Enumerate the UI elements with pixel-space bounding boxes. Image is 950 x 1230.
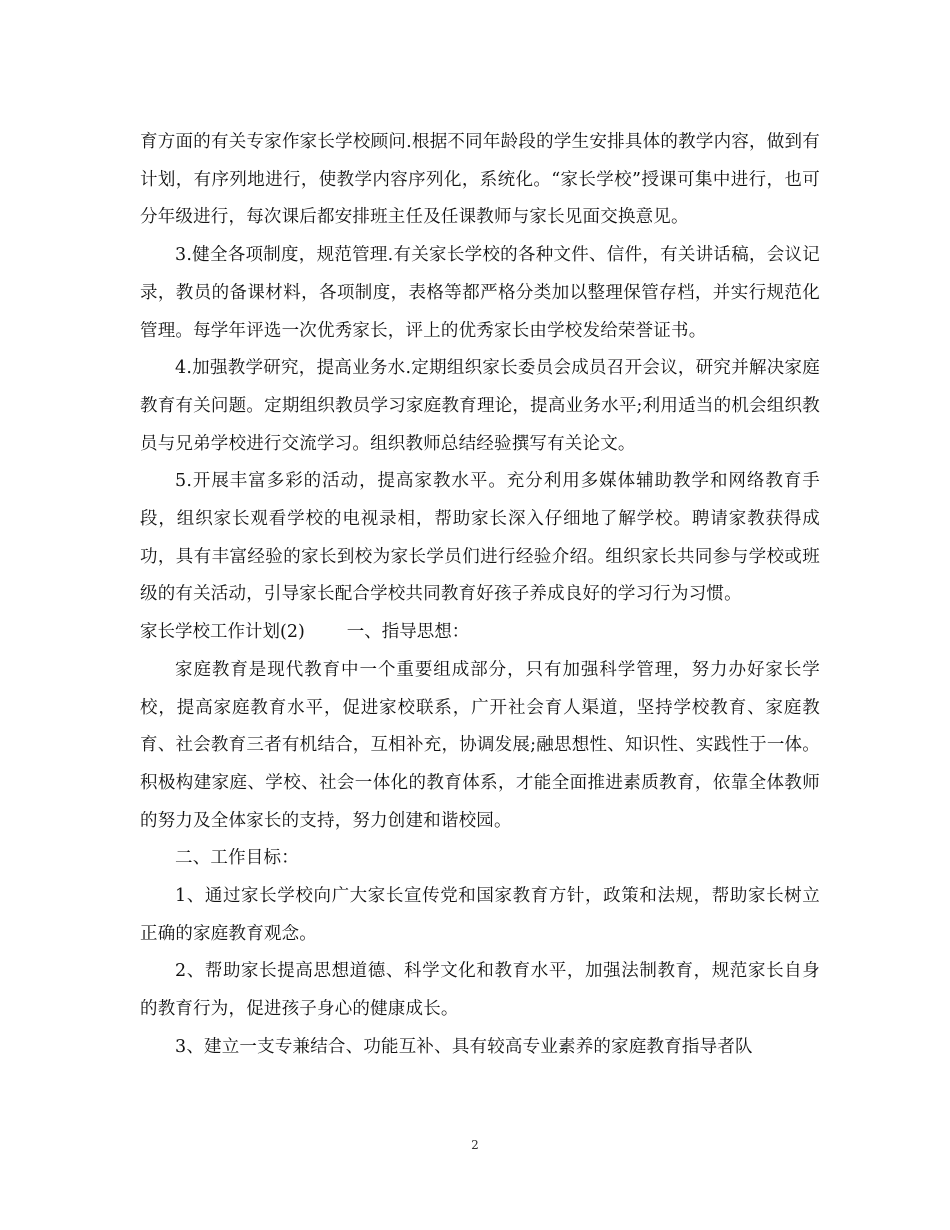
paragraph: 2、帮助家长提高思想道德、科学文化和教育水平，加强法制教育，规范家长自身的教育行为，促进孩子身心的健康成长。 [140,961,820,1020]
paragraph: 1、通过家长学校向广大家长宣传党和国家教育方针，政策和法规，帮助家长树立正确的家庭教育观念。 [140,886,820,944]
paragraph: 育方面的有关专家作家长学校顾问.根据不同年龄段的学生安排具体的教学内容，做到有计划，有序列地进行，使教学内容序列化，系统化。“家长学校”授课可集中进行，也可分年级进行，每次课后都安排班主任及任课教师与家长见面交换意见。 [140,132,820,228]
paragraphs-before-heading [140,124,820,614]
section-title: 家长学校工作计划(2) [140,622,305,643]
paragraph: 3、建立一支专兼结合、功能互补、具有较高专业素养的家庭教育指导者队 [175,1036,753,1057]
paragraph: 3.健全各项制度，规范管理.有关家长学校的各种文件、信件，有关讲话稿，会议记录，教员的备课材料，各项制度，表格等都严格分类加以整理保管存档，并实行规范化管理。每学年评选一次优秀家长，评上的优秀家长由学校发给荣誉证书。 [140,245,820,341]
paragraphs-after-heading [140,652,820,1067]
page-number: 2 [471,1138,479,1152]
section-heading-line [140,614,820,652]
document-body [140,124,820,1067]
paragraph: 二、工作目标： [175,848,299,869]
paragraph: 家庭教育是现代教育中一个重要组成部分，只有加强科学管理，努力办好家长学校，提高家庭教育水平，促进家校联系，广开社会育人渠道，坚持学校教育、家庭教育、社会教育三者有机结合，互相补充，协调发展;融思想性、知识性、实践性于一体。积极构建家庭、学校、社会一体化的教育体系，才能全面推进素质教育，依靠全体教师的努力及全体家长的支持，努力创建和谐校园。 [140,659,820,831]
section-subtitle: 一、指导思想： [346,622,470,643]
paragraph: 5.开展丰富多彩的活动，提高家教水平。充分利用多媒体辅助教学和网络教育手段，组织家长观看学校的电视录相，帮助家长深入仔细地了解学校。聘请家教获得成功，具有丰富经验的家长到校为家长学员们进行经验介绍。组织家长共同参与学校或班级的有关活动，引导家长配合学校共同教育好孩子养成良好的学习行为习惯。 [140,471,820,605]
paragraph: 4.加强教学研究，提高业务水.定期组织家长委员会成员召开会议，研究并解决家庭教育有关问题。定期组织教员学习家庭教育理论，提高业务水平;利用适当的机会组织教员与兄弟学校进行交流学习。组织教师总结经验撰写有关论文。 [140,358,820,454]
